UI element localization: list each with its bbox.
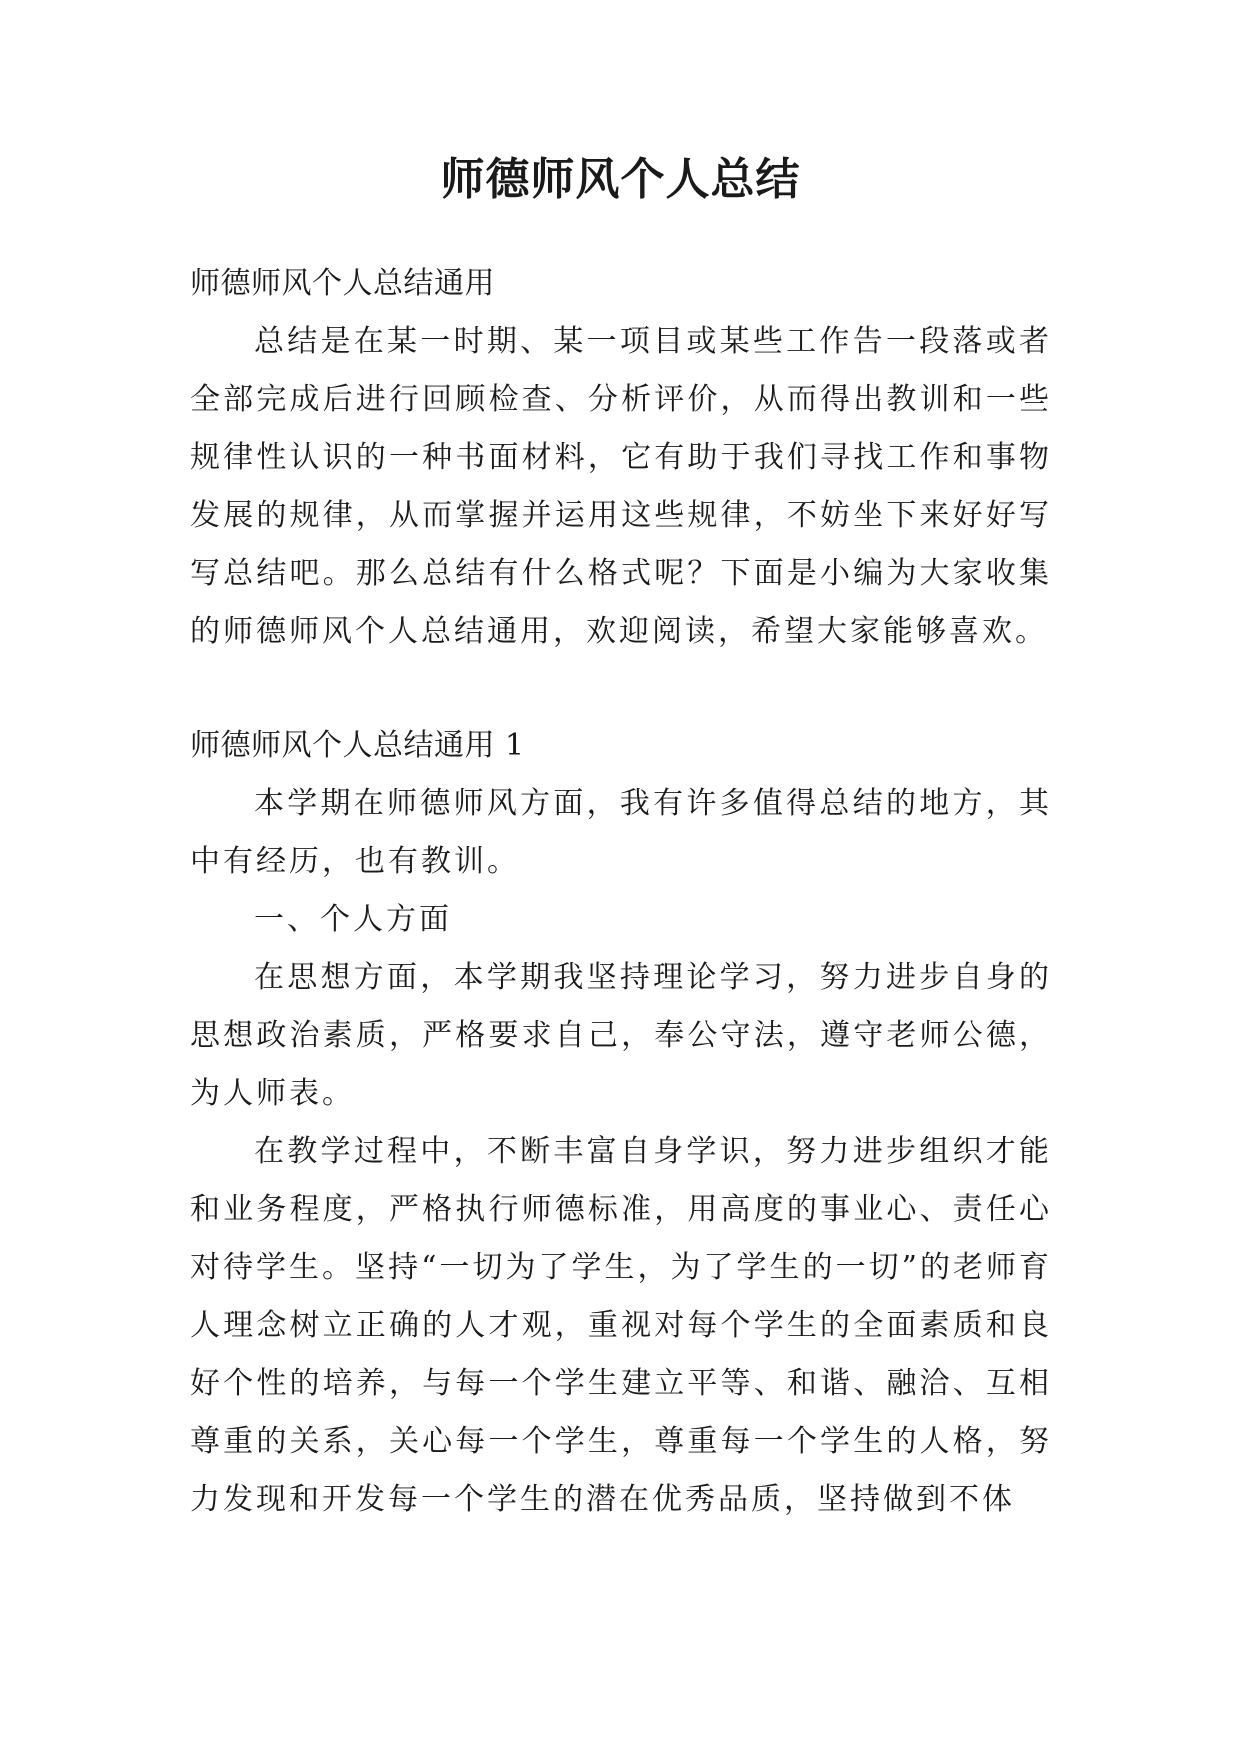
intro-paragraph: 总结是在某一时期、某一项目或某些工作告一段落或者全部完成后进行回顾检查、分析评价，从而得出教训和一些规律性认识的一种书面材料，它有助于我们寻找工作和事物发展的规律，从而掌握并运用这些规律，不妨坐下来好好写写总结吧。那么总结有什么格式呢？下面是小编为大家收集的师德师风个人总结通用，欢迎阅读，希望大家能够喜欢。 bbox=[190, 324, 1052, 649]
section-1-paragraph: 在思想方面，本学期我坚持理论学习，努力进步自身的思想政治素质，严格要求自己，奉公守法，遵守老师公德，为人师表。 bbox=[190, 960, 1052, 1111]
section-1-subheading: 一、个人方面 bbox=[254, 902, 452, 937]
intro-heading: 师德师风个人总结通用 bbox=[190, 266, 495, 301]
section-1-heading: 师德师风个人总结通用 1 bbox=[190, 728, 525, 763]
document-body bbox=[190, 255, 1052, 1529]
section-gap bbox=[190, 661, 1052, 717]
section-1-paragraph: 本学期在师德师风方面，我有许多值得总结的地方，其中有经历，也有教训。 bbox=[190, 786, 1052, 879]
document-title: 师德师风个人总结 bbox=[440, 154, 801, 205]
section-1-paragraph: 在教学过程中，不断丰富自身学识，努力进步组织才能和业务程度，严格执行师德标准，用高度的事业心、责任心对待学生。坚持“一切为了学生，为了学生的一切”的老师育人理念树立正确的人才观，重视对每个学生的全面素质和良好个性的培养，与每一个学生建立平等、和谐、融洽、互相尊重的关系，关心每一个学生，尊重每一个学生的人格，努力发现和开发每一个学生的潜在优秀品质，坚持做到不体 bbox=[190, 1134, 1052, 1517]
